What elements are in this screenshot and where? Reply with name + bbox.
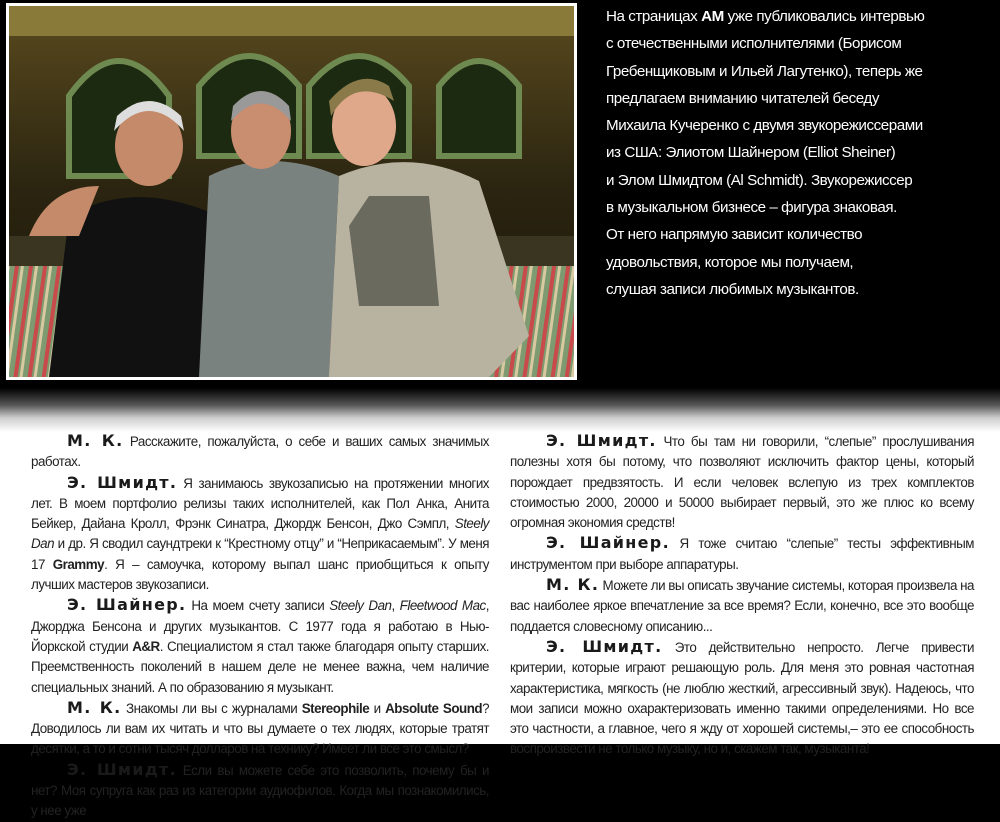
speaker-label: Э. Шайнер. bbox=[67, 595, 187, 615]
interview-paragraph bbox=[31, 595, 489, 697]
interview-paragraph bbox=[510, 637, 974, 760]
text-run: в музыкальном бизнесе – фигура знаковая. bbox=[606, 199, 897, 217]
interview-photo bbox=[6, 3, 577, 380]
speaker-label: Э. Шмидт. bbox=[546, 636, 663, 656]
interview-paragraph bbox=[31, 760, 489, 822]
text-run: слушая записи любимых музыкантов. bbox=[606, 280, 859, 298]
text-run: . Я – самоучка, которому выпал шанс приобщиться к опыту лучших мастеров звукозаписи. bbox=[31, 556, 489, 593]
speaker-label: Э. Шмидт. bbox=[67, 472, 178, 492]
text-run: Я тоже считаю “слепые” тесты эффективным инструментом при выборе аппаратуры. bbox=[510, 536, 974, 572]
intro-line bbox=[606, 249, 966, 276]
text-run: От него напрямую зависит количество bbox=[606, 226, 863, 244]
bold-text: AM bbox=[701, 8, 724, 25]
text-run: уже публиковались интервью bbox=[723, 8, 925, 25]
speaker-label: Э. Шмидт. bbox=[546, 431, 657, 450]
bold-text: A&R bbox=[132, 638, 160, 654]
bold-text: Grammy bbox=[52, 556, 105, 572]
intro-line bbox=[606, 167, 966, 194]
text-run: На моем счету записи bbox=[186, 598, 330, 614]
text-run: Можете ли вы описать звучание системы, которая произвела на вас наиболее яркое впечатление за все время? Если, конечно, все это вообще поддается словесному описанию... bbox=[510, 578, 974, 634]
text-run: Гребенщиковым и Ильей Лагутенко), теперь же bbox=[606, 62, 923, 80]
intro-line bbox=[606, 85, 966, 112]
intro-line bbox=[606, 221, 966, 248]
text-run: Что бы там ни говорили, “слепые” прослушивания полезны хотя бы потому, что позволяют исключить фактор цены, который порождает предвзятость. И если человек вслепую из трех комплектов стоимостью 2000, 20000 и 50000 выбирает первый, это же плюс ко всему огромная экономия средств! bbox=[510, 434, 974, 531]
intro-line bbox=[606, 3, 966, 30]
text-run: , Джорджа Бенсона и других музыкантов. С 1977 года я работаю в Нью-Йоркской студии bbox=[31, 598, 489, 654]
text-run: На страницах bbox=[606, 8, 702, 25]
article-column-right bbox=[510, 431, 974, 760]
interview-paragraph bbox=[31, 473, 489, 596]
text-run: Я занимаюсь звукозаписью на протяжении многих лет. В моем портфолио релизы таких исполнителей, как Пол Анка, Анита Бейкер, Дайана Кролл, Фрэнк Синатра, Джордж Бенсон, Джо Сэмпл, bbox=[31, 475, 489, 532]
text-run: Расскажите, пожалуйста, о себе и ваших самых значимых работах. bbox=[31, 434, 489, 470]
intro-lead-paragraph bbox=[606, 3, 966, 303]
text-run: предлагаем вниманию читателей беседу bbox=[606, 89, 879, 107]
bold-text: Absolute Sound bbox=[385, 700, 483, 716]
text-run: из США: Элиотом Шайнером (Elliot Sheiner) bbox=[606, 144, 896, 162]
text-run: . Специалистом я стал также благодаря опыту старших. Преемственность поколений в нашем деле не менее важна, чем наличие специальных знаний. А по образованию я музыкант. bbox=[31, 638, 489, 695]
intro-line bbox=[606, 194, 966, 221]
text-run: и Элом Шмидтом (Al Schmidt). Звукорежиссер bbox=[606, 171, 913, 189]
text-run: ? Доводилось ли вам их читать и что вы думаете о тех людях, которые тратят десятки, а то и сотни тысяч долларов на технику? Имеет ли все это смысл? bbox=[31, 700, 490, 757]
text-run: Если вы можете себе это позволить, почему бы и нет? Моя супруга как раз из категории аудиофилов. Когда мы познакомились, у нее уже bbox=[31, 762, 490, 819]
article-column-left bbox=[31, 431, 489, 822]
text-run: удовольствия, которое мы получаем, bbox=[606, 253, 854, 271]
speaker-label: Э. Шмидт. bbox=[67, 759, 177, 779]
intro-line bbox=[606, 58, 966, 85]
speaker-label: М. К. bbox=[546, 575, 600, 595]
speaker-label: М. К. bbox=[67, 431, 124, 450]
italic-text: Steely Dan bbox=[329, 598, 392, 614]
interview-paragraph bbox=[510, 431, 974, 533]
speaker-label: М. К. bbox=[67, 697, 122, 717]
intro-line bbox=[606, 112, 966, 139]
text-run: Знакомы ли вы с журналами bbox=[121, 700, 302, 716]
speaker-label: Э. Шайнер. bbox=[546, 533, 670, 553]
intro-line bbox=[606, 30, 966, 57]
italic-text: Steely Dan bbox=[31, 516, 489, 552]
text-run: , bbox=[391, 598, 400, 614]
bold-text: Stereophile bbox=[301, 700, 370, 716]
italic-text: Fleetwood Mac bbox=[399, 598, 486, 614]
interview-paragraph bbox=[510, 575, 974, 637]
interview-paragraph bbox=[31, 431, 489, 473]
text-run: и bbox=[369, 700, 386, 716]
text-run: Это действительно непросто. Легче привести критерии, которые играют решающую роль. Для меня это ровная частотная характеристика, мягкость (не люблю жесткий, агрессивный звук). Надеюсь, что мои записи можно охарактеризовать именно такими определениями. Но все это частности, а главное, чего я жду от хорошей системы,– это ее способность воспроизвести не только музыку, но и, скажем так, музыканта! bbox=[510, 639, 974, 757]
text-run: и др. Я сводил саундтреки к “Крестному отцу” и “Неприкасаемым”. У меня 17 bbox=[31, 536, 489, 572]
intro-line bbox=[606, 139, 966, 166]
interview-paragraph bbox=[31, 698, 489, 760]
text-run: Михаила Кучеренко с двумя звукорежиссерами bbox=[606, 117, 923, 135]
photo-three-men-on-sofa bbox=[9, 6, 574, 377]
intro-line bbox=[606, 276, 966, 303]
interview-paragraph bbox=[510, 533, 974, 575]
text-run: с отечественными исполнителями (Борисом bbox=[606, 35, 902, 53]
